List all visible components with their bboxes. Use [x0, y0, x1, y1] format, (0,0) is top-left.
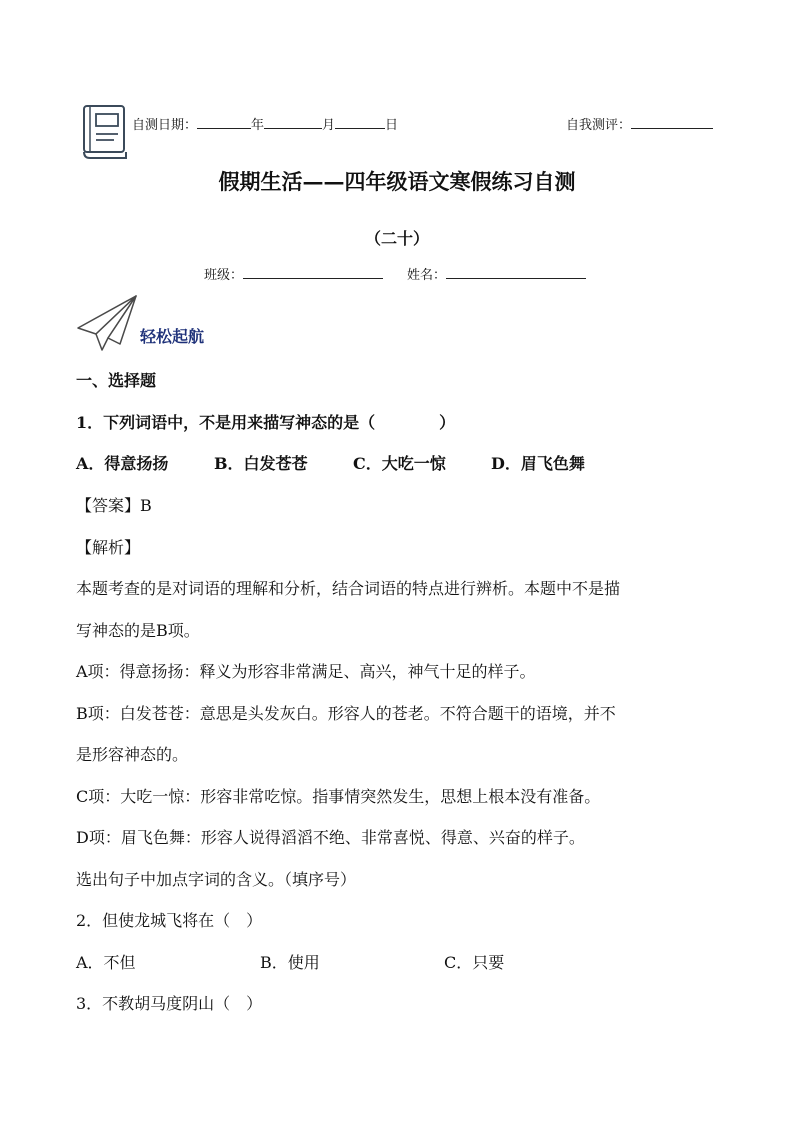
name-field	[407, 264, 586, 283]
question-2-stem: 2．但使龙城飞将在（ ）	[76, 911, 263, 930]
test-date-row	[132, 114, 398, 133]
analysis-option-b-line-1: B项：白发苍苍：意思是头发灰白。形容人的苍老。不符合题干的语境，并不	[76, 704, 616, 723]
section-heading: 轻松起航	[140, 327, 205, 346]
analysis-intro-line-2: 写神态的是B项。	[76, 621, 200, 640]
question-2-option-a[interactable]: A．不但	[76, 953, 136, 972]
book-icon	[80, 104, 130, 160]
page-subtitle: （二十）	[364, 229, 429, 248]
month-blank[interactable]	[264, 116, 322, 129]
question-1-option-d[interactable]: D．眉飞色舞	[491, 454, 585, 473]
class-blank[interactable]	[243, 266, 383, 279]
analysis-option-c: C项：大吃一惊：形容非常吃惊。指事情突然发生，思想上根本没有准备。	[76, 787, 601, 806]
question-3-stem: 3．不教胡马度阴山（ ）	[76, 994, 263, 1013]
analysis-intro-line-1: 本题考查的是对词语的理解和分析，结合词语的特点进行辨析。本题中不是描	[76, 579, 621, 598]
analysis-option-a: A项：得意扬扬：释义为形容非常满足、高兴，神气十足的样子。	[76, 662, 536, 681]
self-eval-label: 自我测评：	[566, 118, 632, 133]
date-label: 自测日期：	[132, 118, 198, 133]
answer-text: 【答案】B	[76, 496, 152, 515]
class-label: 班级：	[204, 268, 244, 283]
month-label: 月	[322, 118, 336, 133]
question-1-stem: 1．下列词语中，不是用来描写神态的是（ ）	[76, 413, 456, 432]
analysis-heading: 【解析】	[76, 538, 141, 557]
page-title: 假期生活——四年级语文寒假练习自测	[218, 169, 576, 194]
self-eval-row	[566, 114, 713, 133]
question-1-option-c[interactable]: C．大吃一惊	[353, 454, 446, 473]
day-label: 日	[385, 118, 399, 133]
part-heading: 一、选择题	[76, 371, 157, 390]
question-1-option-b[interactable]: B．白发苍苍	[214, 454, 308, 473]
question-1-option-a[interactable]: A．得意扬扬	[76, 454, 169, 473]
name-label: 姓名：	[407, 268, 447, 283]
paper-plane-icon	[74, 294, 140, 352]
self-eval-blank[interactable]	[631, 116, 713, 129]
analysis-option-b-line-2: 是形容神态的。	[76, 745, 189, 764]
question-2-option-b[interactable]: B．使用	[260, 953, 320, 972]
year-blank[interactable]	[197, 116, 251, 129]
question-2-option-c[interactable]: C．只要	[444, 953, 505, 972]
day-blank[interactable]	[335, 116, 385, 129]
instruction-text: 选出句子中加点字词的含义。（填序号）	[76, 870, 357, 889]
name-blank[interactable]	[446, 266, 586, 279]
year-label: 年	[251, 118, 265, 133]
class-field	[204, 264, 383, 283]
analysis-option-d: D项：眉飞色舞：形容人说得滔滔不绝、非常喜悦、得意、兴奋的样子。	[76, 828, 585, 847]
